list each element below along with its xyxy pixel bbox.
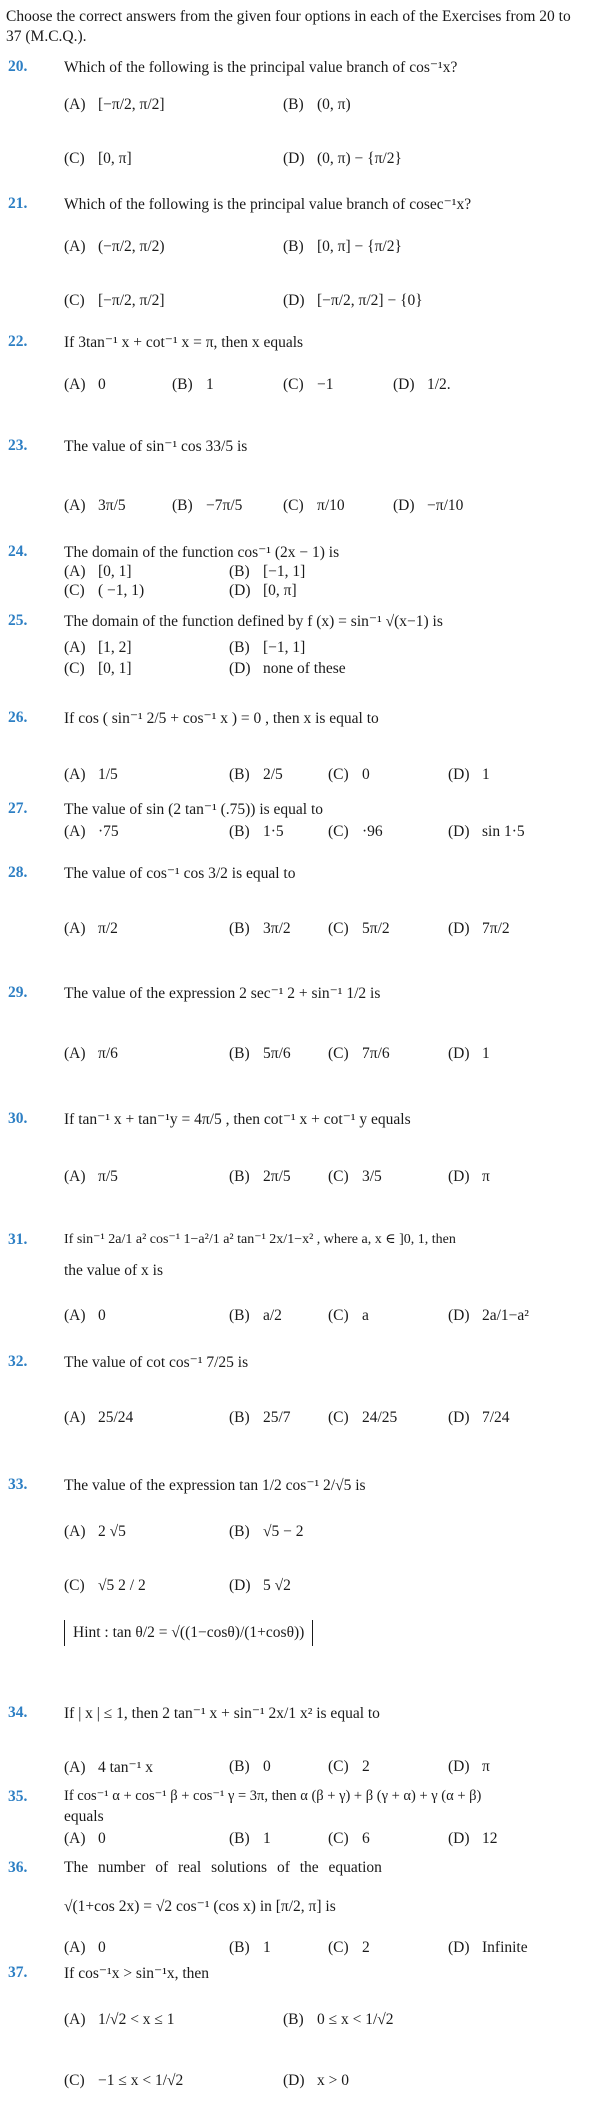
q26-option-a[interactable]: (A) 1/5 (64, 766, 118, 783)
q36-option-d[interactable]: (D) Infinite (448, 1939, 528, 1956)
q34-option-c[interactable]: (C) 2 (328, 1758, 370, 1775)
q28-option-a[interactable]: (A) π/2 (64, 920, 118, 937)
q37-option-b[interactable]: (B) 0 ≤ x < 1/√2 (283, 2011, 394, 2028)
q27-option-d[interactable]: (D) sin 1·5 (448, 823, 525, 840)
q27-option-c[interactable]: (C) ·96 (328, 823, 383, 840)
q31-text: If sin⁻¹ 2a/1 a² cos⁻¹ 1−a²/1 a² tan⁻¹ 2x/1−x² , where a, x ∈ ]0, 1, then (64, 1232, 456, 1247)
q35-text-continued: equals (64, 1808, 104, 1825)
q21-number: 21. (8, 195, 28, 212)
q22-option-d[interactable]: (D) 1/2. (393, 376, 451, 393)
q32-option-c[interactable]: (C) 24/25 (328, 1409, 398, 1426)
q32-option-a[interactable]: (A) 25/24 (64, 1409, 134, 1426)
q33-option-c[interactable]: (C) √5 2 / 2 (64, 1577, 146, 1594)
q27-option-a[interactable]: (A) ·75 (64, 823, 119, 840)
q36-option-a[interactable]: (A) 0 (64, 1939, 106, 1956)
q26-option-b[interactable]: (B) 2/5 (229, 766, 283, 783)
q27-number: 27. (8, 800, 28, 817)
q35-text: If cos⁻¹ α + cos⁻¹ β + cos⁻¹ γ = 3π, then α (β + γ) + β (γ + α) + γ (α + β) (64, 1788, 482, 1804)
q21-option-d[interactable]: (D) [−π/2, π/2] − {0} (283, 292, 423, 309)
q29-text: The value of the expression 2 sec⁻¹ 2 + sin⁻¹ 1/2 is (64, 985, 381, 1002)
q26-option-c[interactable]: (C) 0 (328, 766, 370, 783)
q22-number: 22. (8, 333, 28, 350)
q24-text: The domain of the function cos⁻¹ (2x − 1) is (64, 544, 340, 561)
q20-text: Which of the following is the principal value branch of cos⁻¹x? (64, 59, 458, 76)
q28-option-d[interactable]: (D) 7π/2 (448, 920, 510, 937)
q31-option-d[interactable]: (D) 2a/1−a² (448, 1307, 529, 1324)
q35-number: 35. (8, 1788, 28, 1805)
q29-option-b[interactable]: (B) 5π/6 (229, 1045, 291, 1062)
q22-option-a[interactable]: (A) 0 (64, 376, 106, 393)
q21-option-b[interactable]: (B) [0, π] − {π/2} (283, 238, 402, 255)
q34-option-a[interactable]: (A) 4 tan⁻¹ x (64, 1759, 154, 1776)
q22-option-b[interactable]: (B) 1 (172, 376, 214, 393)
q30-number: 30. (8, 1110, 28, 1127)
q28-text: The value of cos⁻¹ cos 3/2 is equal to (64, 865, 296, 882)
q34-number: 34. (8, 1704, 28, 1721)
q33-option-a[interactable]: (A) 2 √5 (64, 1523, 126, 1540)
q23-number: 23. (8, 437, 28, 454)
q22-text: If 3tan⁻¹ x + cot⁻¹ x = π, then x equals (64, 334, 304, 351)
q23-option-b[interactable]: (B) −7π/5 (172, 497, 243, 514)
q28-option-c[interactable]: (C) 5π/2 (328, 920, 390, 937)
q28-option-b[interactable]: (B) 3π/2 (229, 920, 291, 937)
q29-option-a[interactable]: (A) π/6 (64, 1045, 118, 1062)
q25-option-b[interactable]: (B) [−1, 1] (229, 639, 306, 656)
q24-option-c[interactable]: (C) ( −1, 1) (64, 582, 145, 599)
q21-text: Which of the following is the principal value branch of cosec⁻¹x? (64, 196, 472, 213)
q34-option-b[interactable]: (B) 0 (229, 1758, 271, 1775)
q35-option-a[interactable]: (A) 0 (64, 1830, 106, 1847)
q33-option-b[interactable]: (B) √5 − 2 (229, 1523, 304, 1540)
q28-number: 28. (8, 864, 28, 881)
q20-number: 20. (8, 58, 28, 75)
q36-text: The number of real solutions of the equation (64, 1859, 382, 1876)
q32-option-b[interactable]: (B) 25/7 (229, 1409, 291, 1426)
q35-option-c[interactable]: (C) 6 (328, 1830, 370, 1847)
q24-option-b[interactable]: (B) [−1, 1] (229, 563, 306, 580)
q32-number: 32. (8, 1353, 28, 1370)
q33-hint: Hint : tan θ/2 = √((1−cosθ)/(1+cosθ)) (64, 1620, 313, 1646)
q25-text: The domain of the function defined by f (x) = sin⁻¹ √(x−1) is (64, 613, 443, 630)
q31-text-continued: the value of x is (64, 1262, 164, 1279)
q35-option-d[interactable]: (D) 12 (448, 1830, 498, 1847)
q37-number: 37. (8, 1964, 28, 1981)
q25-option-c[interactable]: (C) [0, 1] (64, 660, 132, 677)
q20-option-d[interactable]: (D) (0, π) − {π/2} (283, 150, 402, 167)
q30-option-a[interactable]: (A) π/5 (64, 1168, 118, 1185)
q23-option-d[interactable]: (D) −π/10 (393, 497, 464, 514)
q34-text: If | x | ≤ 1, then 2 tan⁻¹ x + sin⁻¹ 2x/1 x² is equal to (64, 1705, 380, 1722)
q30-option-d[interactable]: (D) π (448, 1168, 490, 1185)
q36-option-c[interactable]: (C) 2 (328, 1939, 370, 1956)
q26-text: If cos ( sin⁻¹ 2/5 + cos⁻¹ x ) = 0 , then x is equal to (64, 710, 379, 727)
q31-option-b[interactable]: (B) a/2 (229, 1307, 282, 1324)
q24-option-d[interactable]: (D) [0, π] (229, 582, 297, 599)
q20-option-a[interactable]: (A) [−π/2, π/2] (64, 96, 165, 113)
q32-option-d[interactable]: (D) 7/24 (448, 1409, 510, 1426)
q29-number: 29. (8, 984, 28, 1001)
q36-text-continued: √(1+cos 2x) = √2 cos⁻¹ (cos x) in [π/2, π] is (64, 1898, 336, 1915)
q30-option-c[interactable]: (C) 3/5 (328, 1168, 382, 1185)
q27-text: The value of sin (2 tan⁻¹ (.75)) is equal to (64, 801, 324, 818)
q20-option-b[interactable]: (B) (0, π) (283, 96, 351, 113)
q24-option-a[interactable]: (A) [0, 1] (64, 563, 132, 580)
q31-option-a[interactable]: (A) 0 (64, 1307, 106, 1324)
q37-option-d[interactable]: (D) x > 0 (283, 2072, 349, 2089)
q37-option-c[interactable]: (C) −1 ≤ x < 1/√2 (64, 2072, 184, 2089)
q29-option-c[interactable]: (C) 7π/6 (328, 1045, 390, 1062)
q27-option-b[interactable]: (B) 1·5 (229, 823, 284, 840)
q32-text: The value of cot cos⁻¹ 7/25 is (64, 1354, 249, 1371)
q23-option-a[interactable]: (A) 3π/5 (64, 497, 126, 514)
q37-text: If cos⁻¹x > sin⁻¹x, then (64, 1965, 210, 1982)
q22-option-c[interactable]: (C) −1 (283, 376, 334, 393)
q36-number: 36. (8, 1859, 28, 1876)
instructions: Choose the correct answers from the given four options in each of the Exercises from 20 to 37 (M.C.Q.). (6, 8, 571, 45)
q26-number: 26. (8, 709, 28, 726)
q34-option-d[interactable]: (D) π (448, 1758, 490, 1775)
q36-option-b[interactable]: (B) 1 (229, 1939, 271, 1956)
q21-option-c[interactable]: (C) [−π/2, π/2] (64, 292, 165, 309)
q26-option-d[interactable]: (D) 1 (448, 766, 490, 783)
q25-number: 25. (8, 612, 28, 629)
q30-text: If tan⁻¹ x + tan⁻¹y = 4π/5 , then cot⁻¹ x + cot⁻¹ y equals (64, 1111, 411, 1128)
q24-number: 24. (8, 543, 28, 560)
q23-option-c[interactable]: (C) π/10 (283, 497, 345, 514)
q20-option-c[interactable]: (C) [0, π] (64, 150, 132, 167)
q30-option-b[interactable]: (B) 2π/5 (229, 1168, 291, 1185)
q33-number: 33. (8, 1476, 28, 1493)
q31-option-c[interactable]: (C) a (328, 1307, 369, 1324)
q31-number: 31. (8, 1231, 28, 1248)
q21-option-a[interactable]: (A) (−π/2, π/2) (64, 238, 165, 255)
q37-option-a[interactable]: (A) 1/√2 < x ≤ 1 (64, 2011, 175, 2028)
q33-option-d[interactable]: (D) 5 √2 (229, 1577, 291, 1594)
q25-option-a[interactable]: (A) [1, 2] (64, 639, 132, 656)
q23-text: The value of sin⁻¹ cos 33/5 is (64, 438, 248, 455)
q29-option-d[interactable]: (D) 1 (448, 1045, 490, 1062)
q25-option-d[interactable]: (D) none of these (229, 660, 346, 677)
q35-option-b[interactable]: (B) 1 (229, 1830, 271, 1847)
q33-text: The value of the expression tan 1/2 cos⁻¹ 2/√5 is (64, 1477, 366, 1494)
